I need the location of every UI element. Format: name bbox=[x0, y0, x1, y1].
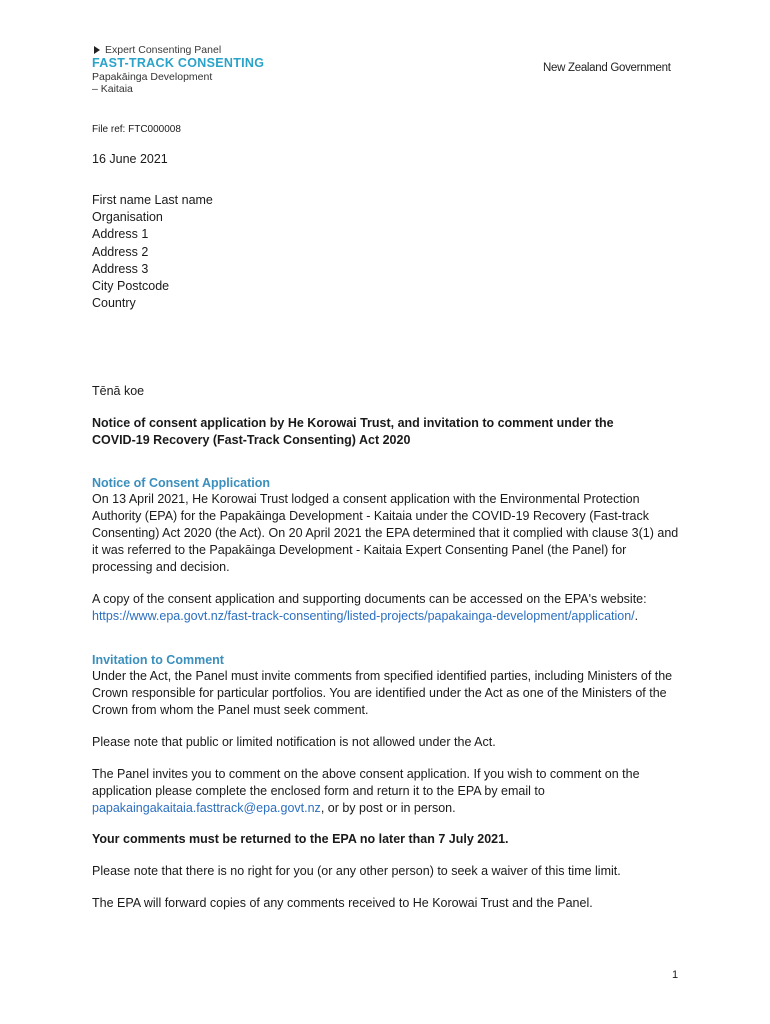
comment-end: , or by post or in person. bbox=[320, 801, 456, 815]
file-reference: File ref: FTC000008 bbox=[92, 124, 181, 135]
brand-title: FAST-TRACK CONSENTING bbox=[92, 56, 265, 70]
comment-paragraph bbox=[92, 766, 672, 817]
address-line: Address 1 bbox=[92, 227, 149, 242]
section-heading-notice: Notice of Consent Application bbox=[92, 476, 271, 490]
address-line: First name Last name bbox=[92, 193, 213, 207]
brand-block bbox=[92, 44, 312, 95]
section-heading-invitation: Invitation to Comment bbox=[92, 653, 224, 667]
address-line: Organisation bbox=[92, 210, 163, 225]
notification-paragraph: Please note that public or limited notification is not allowed under the Act. bbox=[92, 735, 496, 749]
website-paragraph bbox=[92, 591, 684, 625]
panel-line bbox=[92, 44, 312, 56]
notice-paragraph: On 13 April 2021, He Korowai Trust lodged a consent application with the Environmental Protection Authority (EPA) for the Papakāinga Development - Kaitaia under the COVID-19 Recovery (Fast-track Consenting) Act 2020 (the Act). On 20 April 2021 the EPA determined that it complied with clause 3(1) and it was referred to the Papakāinga Development - Kaitaia Expert Consenting Panel (the Panel) for processing and decision. bbox=[92, 492, 679, 574]
page-number: 1 bbox=[672, 969, 679, 981]
deadline-statement: Your comments must be returned to the EPA no later than 7 July 2021. bbox=[92, 832, 509, 846]
application-link[interactable]: https://www.epa.govt.nz/fast-track-consenting/listed-projects/papakainga-development/application/ bbox=[92, 609, 635, 623]
invitation-paragraph: Under the Act, the Panel must invite comments from specified identified parties, including Ministers of the Crown responsible for particular portfolios. You are identified under the Act as one of the Ministers of the Crown from whom the Panel must seek comment. bbox=[92, 669, 673, 717]
recipient-address bbox=[92, 192, 213, 312]
government-logo: New Zealand Government bbox=[543, 62, 671, 74]
address-line: Address 2 bbox=[92, 244, 149, 259]
address-line: Address 3 bbox=[92, 261, 149, 276]
letter-date: 16 June 2021 bbox=[92, 152, 168, 166]
subject-line: Notice of consent application by He Korowai Trust, and invitation to comment under the COVID-19 Recovery (Fast-Track Consenting) Act 2020 bbox=[92, 416, 614, 447]
forward-paragraph: The EPA will forward copies of any comments received to He Korowai Trust and the Panel. bbox=[92, 896, 593, 910]
project-line-1: Papakāinga Development bbox=[92, 71, 213, 83]
comment-text: The Panel invites you to comment on the above consent application. If you wish to comment on the application please complete the enclosed form and return it to the EPA by email to bbox=[92, 767, 640, 798]
waiver-paragraph: Please note that there is no right for you (or any other person) to seek a waiver of this time limit. bbox=[92, 864, 621, 878]
panel-label: Expert Consenting Panel bbox=[105, 44, 222, 56]
website-text: A copy of the consent application and supporting documents can be accessed on the EPA's website: bbox=[92, 592, 647, 606]
email-link[interactable]: papakaingakaitaia.fasttrack@epa.govt.nz bbox=[92, 801, 321, 815]
address-line: Country bbox=[92, 296, 136, 311]
address-line: City Postcode bbox=[92, 279, 170, 294]
website-end: . bbox=[634, 609, 639, 623]
greeting: Tēnā koe bbox=[92, 384, 145, 398]
project-line-2: – Kaitaia bbox=[92, 83, 133, 95]
triangle-right-icon bbox=[94, 46, 100, 54]
